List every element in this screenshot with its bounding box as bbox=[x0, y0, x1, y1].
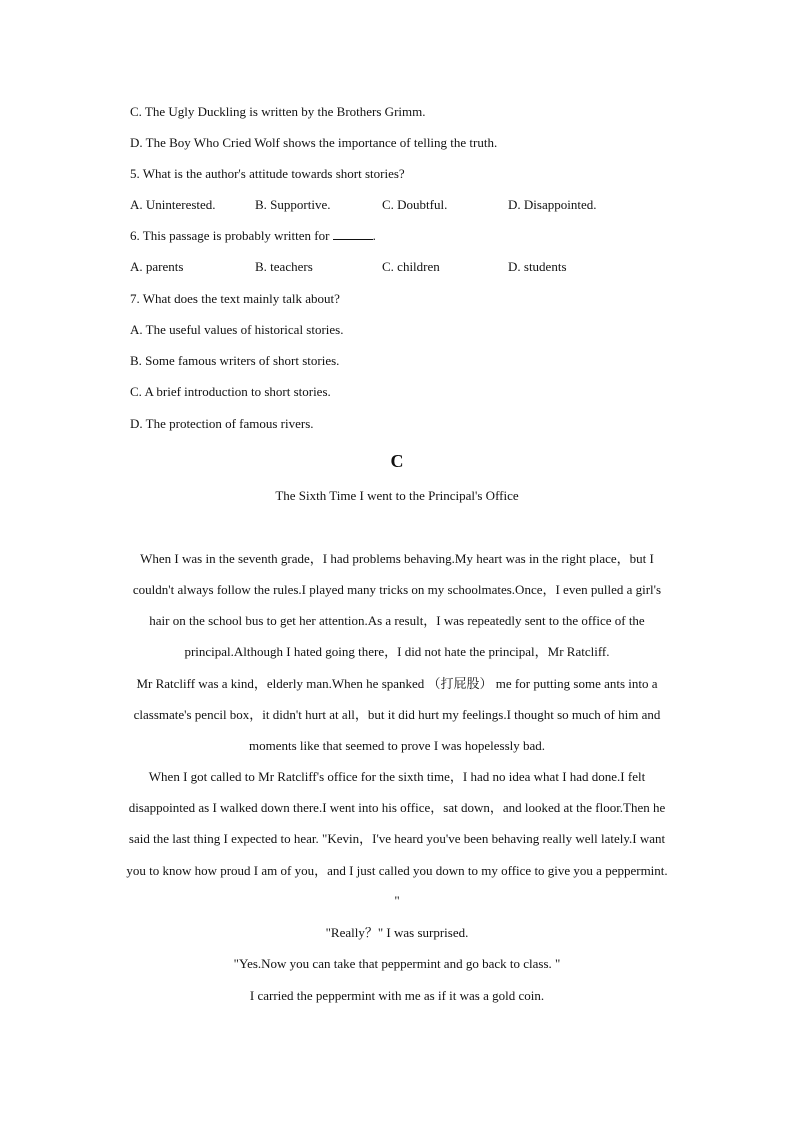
passage-line: I carried the peppermint with me as if it was a gold coin. bbox=[249, 988, 545, 1003]
passage-line: you to know how proud I am of you，and I just called you down to my office to give you a peppermint. bbox=[126, 863, 668, 878]
passage-line: When I was in the seventh grade，I had problems behaving.My heart was in the right place，but I bbox=[140, 551, 654, 566]
passage-line: said the last thing I expected to hear. "Kevin，I've heard you've been behaving really well lately.I want bbox=[128, 831, 666, 846]
q5-option-b: B. Supportive. bbox=[255, 197, 331, 212]
passage-line: disappointed as I walked down there.I went into his office，sat down，and looked at the floor.Then he bbox=[128, 800, 666, 815]
q7-option-c: C. A brief introduction to short stories. bbox=[130, 384, 331, 399]
q6-option-b: B. teachers bbox=[255, 259, 313, 274]
q6-option-d: D. students bbox=[508, 259, 567, 274]
q4-option-c: C. The Ugly Duckling is written by the Brothers Grimm. bbox=[130, 104, 426, 119]
passage-title: The Sixth Time I went to the Principal's Office bbox=[275, 488, 519, 503]
passage-line: hair on the school bus to get her attention.As a result，I was repeatedly sent to the office of the bbox=[149, 613, 645, 628]
q6-stem-text: 6. This passage is probably written for bbox=[130, 228, 333, 243]
passage-line: Mr Ratcliff was a kind，elderly man.When he spanked （打屁股） me for putting some ants into a bbox=[136, 676, 658, 691]
passage-line: moments like that seemed to prove I was hopelessly bad. bbox=[248, 738, 546, 753]
q6-option-c: C. children bbox=[382, 259, 440, 274]
passage-line: classmate's pencil box，it didn't hurt at all，but it did hurt my feelings.I thought so much of him and bbox=[133, 707, 661, 722]
answer-blank bbox=[333, 228, 373, 240]
passage-line: When I got called to Mr Ratcliff's office for the sixth time，I had no idea what I had done.I felt bbox=[148, 769, 646, 784]
q7-option-d: D. The protection of famous rivers. bbox=[130, 416, 314, 431]
passage-line: couldn't always follow the rules.I played many tricks on my schoolmates.Once，I even pulled a girl's bbox=[132, 582, 662, 597]
passage-line: " bbox=[394, 893, 400, 908]
q5-stem: 5. What is the author's attitude towards short stories? bbox=[130, 166, 405, 181]
passage-line: "Yes.Now you can take that peppermint and go back to class. " bbox=[233, 956, 561, 971]
passage-line: principal.Although I hated going there，I did not hate the principal，Mr Ratcliff. bbox=[184, 644, 610, 659]
q7-option-a: A. The useful values of historical stories. bbox=[130, 322, 344, 337]
q6-stem bbox=[130, 228, 376, 244]
q5-option-d: D. Disappointed. bbox=[508, 197, 597, 212]
q7-stem: 7. What does the text mainly talk about? bbox=[130, 291, 340, 306]
section-letter: C bbox=[390, 451, 404, 471]
q6-option-a: A. parents bbox=[130, 259, 184, 274]
q7-option-b: B. Some famous writers of short stories. bbox=[130, 353, 340, 368]
q6-stem-end: . bbox=[372, 228, 376, 243]
passage-line: "Really？" I was surprised. bbox=[325, 925, 469, 940]
q5-option-a: A. Uninterested. bbox=[130, 197, 216, 212]
q5-option-c: C. Doubtful. bbox=[382, 197, 448, 212]
q4-option-d: D. The Boy Who Cried Wolf shows the importance of telling the truth. bbox=[130, 135, 498, 150]
